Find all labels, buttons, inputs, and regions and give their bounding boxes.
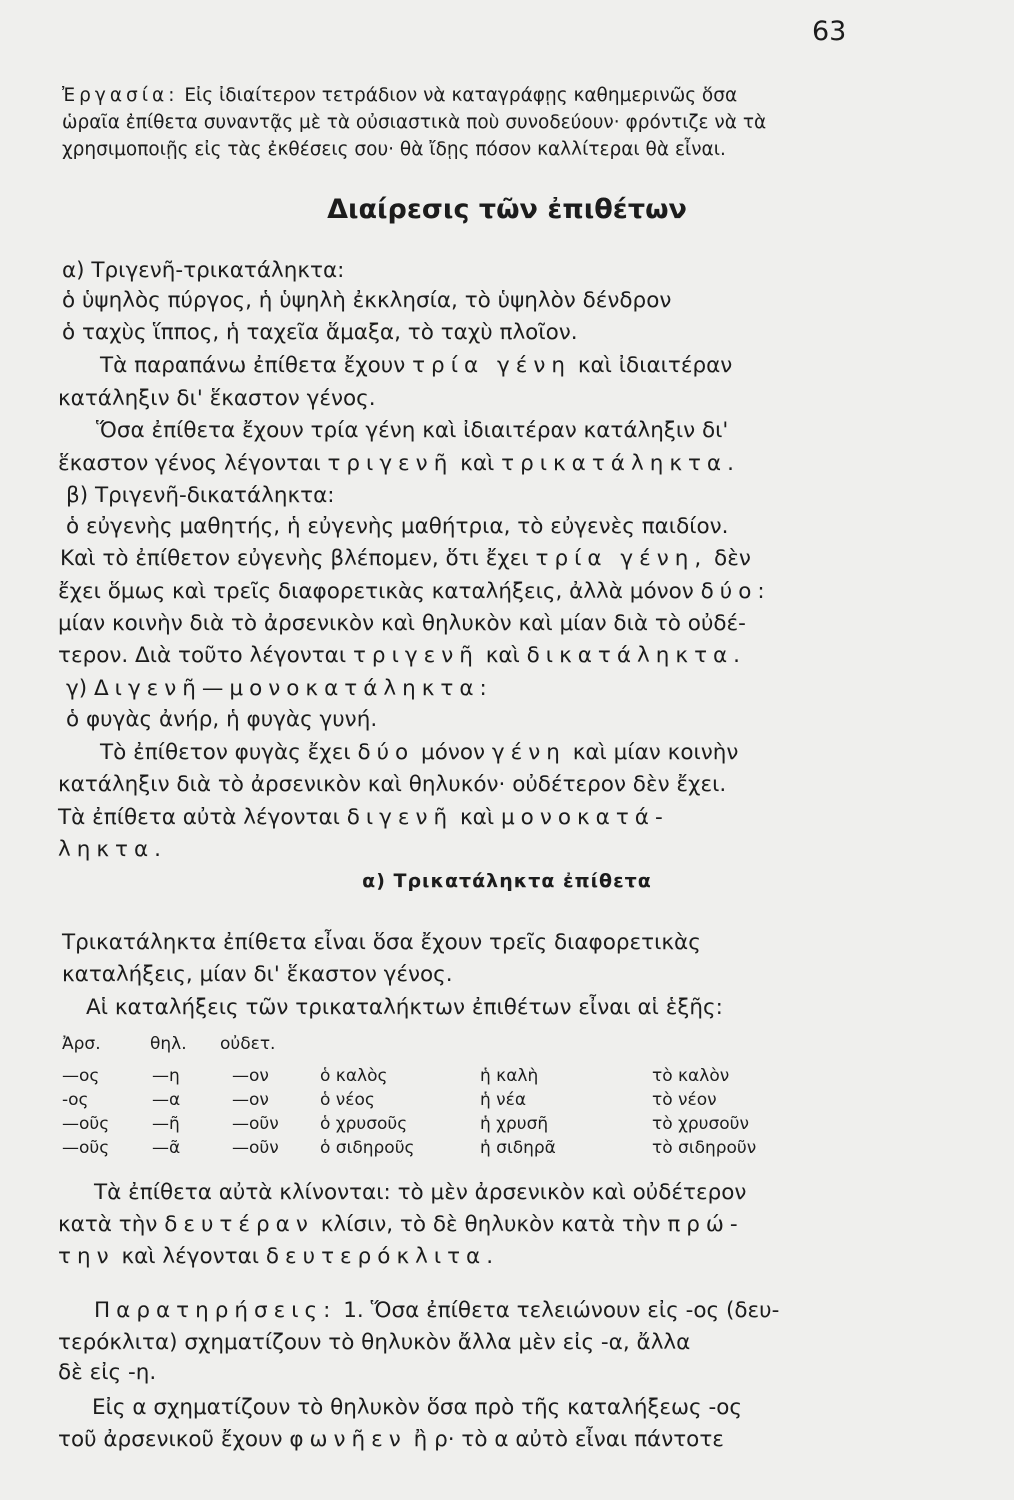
text-line: Τὰ παραπάνω ἐπίθετα ἔχουν τρία γένη καὶ ἰδιαιτέραν [100,353,733,378]
page-number: 63 [812,16,847,47]
subsection-b-title: β) Τριγενῆ-δικατάληκτα: [66,483,335,508]
table-header: οὐδετ. [220,1034,276,1054]
text-line: τοῦ ἀρσενικοῦ ἔχουν φωνῆεν ἢ ρ· τὸ α αὐτὸ εἶναι πάντοτε [58,1427,724,1452]
text-line: κατὰ τὴν δευτέραν κλίσιν, τὸ δὲ θηλυκὸν κατὰ τὴν πρώ- [58,1212,744,1237]
text-line: την καὶ λέγονται δευτερόκλιτα. [58,1244,500,1269]
table-header: Ἀρσ. [62,1034,101,1054]
table-header: θηλ. [150,1034,187,1054]
text-line: Ὅσα ἐπίθετα ἔχουν τρία γένη καὶ ἰδιαιτέραν κατάληξιν δι' [96,418,729,443]
example-line: ὁ ταχὺς ἵππος, ἡ ταχεῖα ἅμαξα, τὸ ταχὺ πλοῖον. [62,320,578,345]
text-line: Τὰ ἐπίθετα αὐτὰ λέγονται διγενῆ καὶ μονοκατά- [58,805,669,830]
section-heading: Διαίρεσις τῶν ἐπιθέτων [327,194,687,225]
table-cell: —ος [62,1066,100,1086]
text-line: μίαν κοινὴν διὰ τὸ ἀρσενικὸν καὶ θηλυκὸν καὶ μίαν διὰ τὸ οὐδέ- [58,611,746,636]
text-line: Εἰς α σχηματίζουν τὸ θηλυκὸν ὅσα πρὸ τῆς καταλήξεως -ος [92,1395,743,1420]
table-cell: —οῦς [62,1138,110,1158]
text-line: Καὶ τὸ ἐπίθετον εὐγενὴς βλέπομεν, ὅτι ἔχει τρία γένη, δὲν [60,546,751,571]
subsection-c-title: γ) Διγενῆ—μονοκατάληκτα: [66,676,493,701]
table-cell: ὁ νέος [320,1090,375,1110]
example-line: ὁ ὑψηλὸς πύργος, ἡ ὑψηλὴ ἐκκλησία, τὸ ὑψηλὸν δένδρον [62,288,672,313]
text-line: κατάληξιν δι' ἕκαστον γένος. [58,386,376,411]
table-cell: —οῦς [62,1114,110,1134]
exercise-label: Ἐργασία: [62,85,179,106]
text-line: καταλήξεις, μίαν δι' ἕκαστον γένος. [62,962,453,987]
table-cell: ἡ χρυσῆ [480,1114,549,1134]
exercise-note [62,82,892,163]
table-cell: —η [152,1066,180,1086]
table-cell: ὁ σιδηροῦς [320,1138,415,1158]
subheading: α) Τρικατάληκτα ἐπίθετα [362,870,652,892]
text-line: Αἱ καταλήξεις τῶν τρικαταλήκτων ἐπιθέτων εἶναι αἱ ἑξῆς: [86,995,723,1020]
table-cell: —οῦν [232,1114,279,1134]
table-cell: τὸ νέον [652,1090,717,1110]
table-cell: τὸ σιδηροῦν [652,1138,757,1158]
text-line: ἕκαστον γένος λέγονται τριγενῆ καὶ τρικατάληκτα. [58,451,740,476]
text-line: ἔχει ὅμως καὶ τρεῖς διαφορετικὰς καταλήξεις, ἀλλὰ μόνον δύο: [58,579,771,604]
table-cell: ἡ νέα [480,1090,527,1110]
table-cell: —α [152,1090,181,1110]
text-line: τερόκλιτα) σχηματίζουν τὸ θηλυκὸν ἄλλα μὲν εἰς -α, ἄλλα [58,1330,691,1355]
text-line: τερον. Διὰ τοῦτο λέγονται τριγενῆ καὶ δικατάληκτα. [58,643,747,668]
example-line: ὁ εὐγενὴς μαθητής, ἡ εὐγενὴς μαθήτρια, τὸ εὐγενὲς παιδίον. [66,514,729,539]
table-cell: τὸ καλὸν [652,1066,730,1086]
table-cell: ὁ καλὸς [320,1066,388,1086]
remarks-label: Παρατηρήσεις: [94,1298,337,1323]
table-cell: —οῦν [232,1138,279,1158]
example-line: ὁ φυγὰς ἀνήρ, ἡ φυγὰς γυνή. [66,707,378,732]
table-cell: ἡ καλὴ [480,1066,539,1086]
table-cell: ἡ σιδηρᾶ [480,1138,556,1158]
table-cell: —ῆ [152,1114,180,1134]
text-line: Τὰ ἐπίθετα αὐτὰ κλίνονται: τὸ μὲν ἀρσενικὸν καὶ οὐδέτερον [94,1180,747,1205]
text-line: Τὸ ἐπίθετον φυγὰς ἔχει δύο μόνον γένη καὶ μίαν κοινὴν [100,740,739,765]
subsection-a-title: α) Τριγενῆ-τρικατάληκτα: [62,258,345,283]
text-line: δὲ εἰς -η. [58,1360,157,1385]
table-cell: —ον [232,1090,269,1110]
table-cell: -ος [62,1090,89,1110]
text-line: κατάληξιν διὰ τὸ ἀρσενικὸν καὶ θηλυκόν· οὐδέτερον δὲν ἔχει. [58,772,727,797]
remarks-line: Παρατηρήσεις: 1. Ὅσα ἐπίθετα τελειώνουν εἰς -ος (δευ- [94,1298,780,1323]
exercise-line-2: ὡραῖα ἐπίθετα συναντᾷς μὲ τὰ οὐσιαστικὰ ποὺ συνοδεύουν· φρόντιζε νὰ τὰ [62,112,767,133]
table-cell: —ον [232,1066,269,1086]
table-cell: ὁ χρυσοῦς [320,1114,408,1134]
text-line: ληκτα. [58,837,167,862]
table-cell: τὸ χρυσοῦν [652,1114,749,1134]
table-cell: —ᾶ [152,1138,181,1158]
exercise-line-1: Ἐργασία: Εἰς ἰδιαίτερον τετράδιον νὰ καταγράφῃς καθημερινῶς ὅσα [62,85,738,106]
exercise-line-3: χρησιμοποιῇς εἰς τὰς ἐκθέσεις σου· θὰ ἴδῃς πόσον καλλίτεραι θὰ εἶναι. [62,139,726,160]
text-line: Τρικατάληκτα ἐπίθετα εἶναι ὅσα ἔχουν τρεῖς διαφορετικὰς [62,930,701,955]
